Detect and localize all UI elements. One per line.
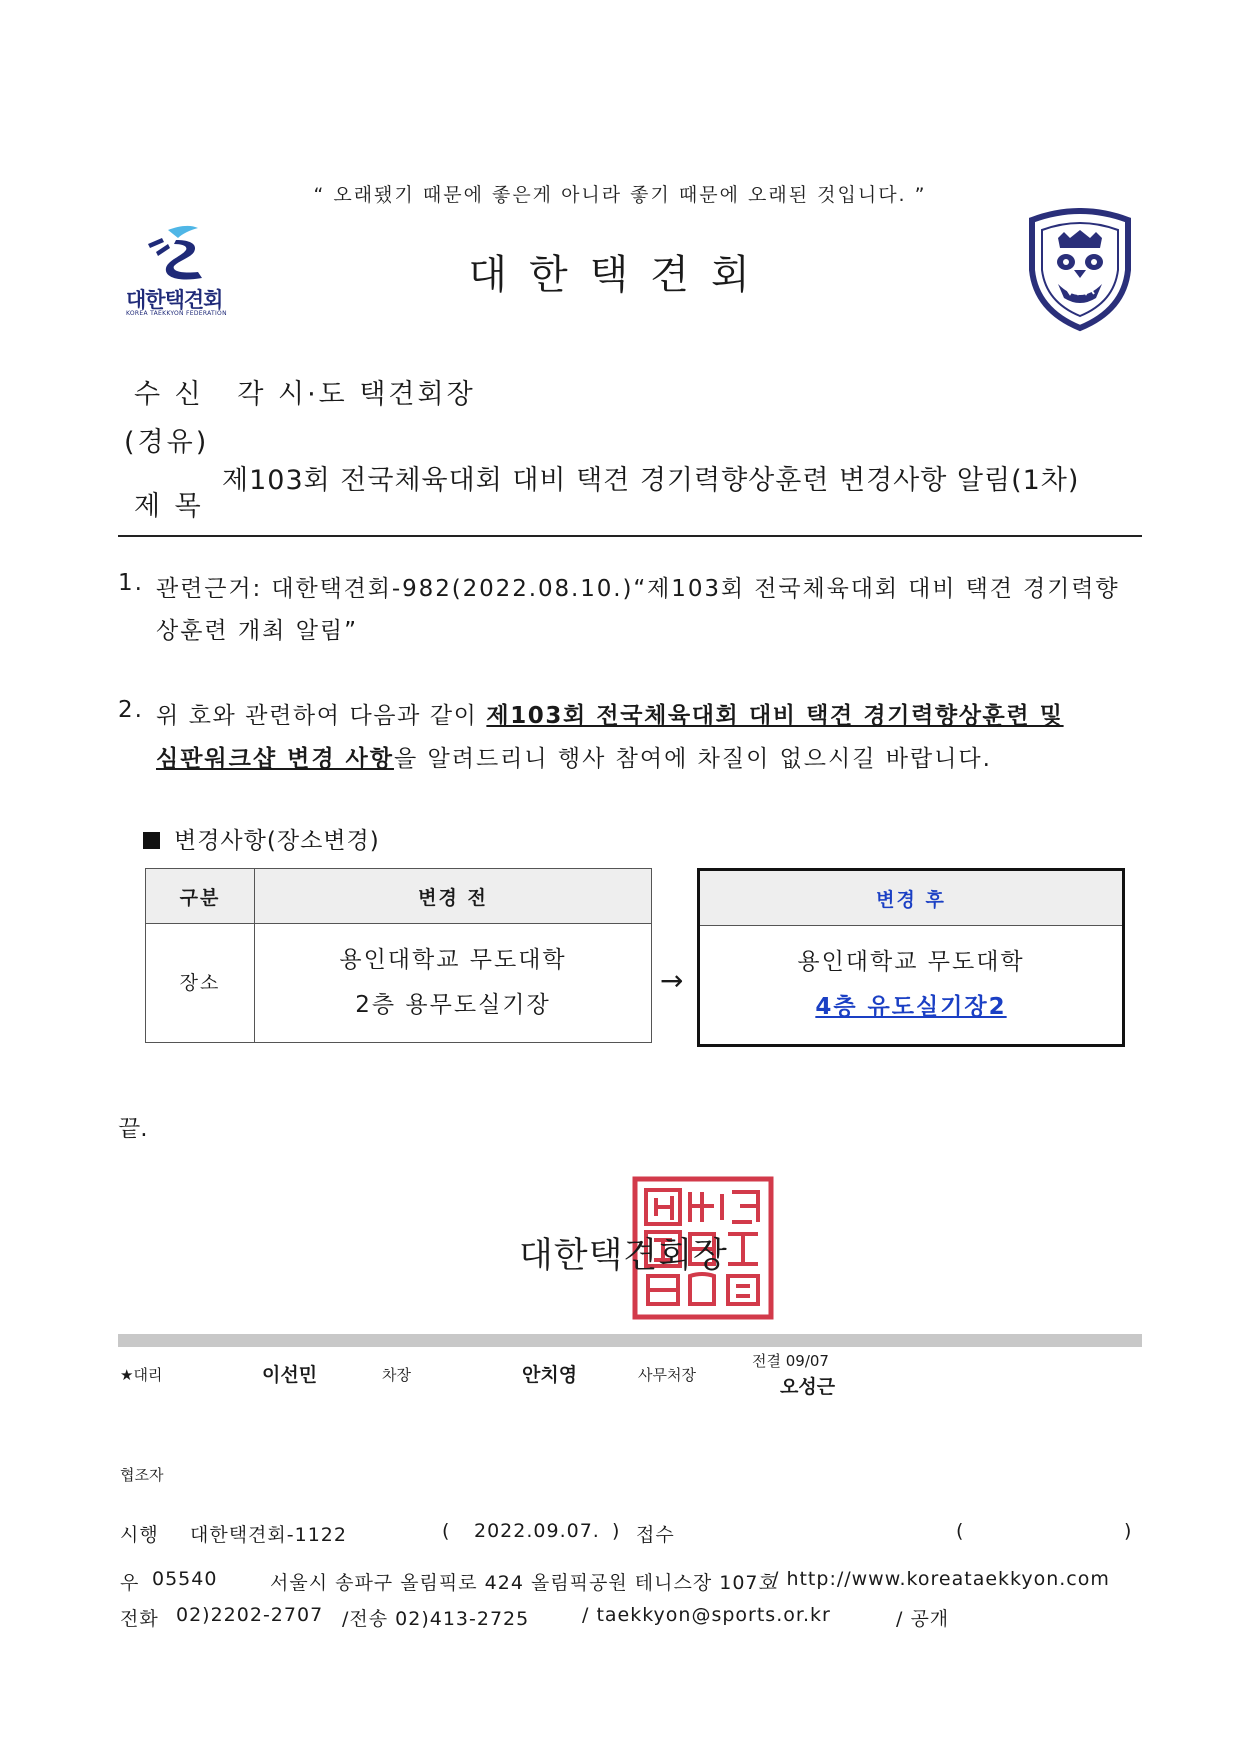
address: 서울시 송파구 올림픽로 424 올림픽공원 테니스장 107호	[270, 1572, 778, 1594]
changes-title	[143, 822, 380, 855]
item2-line2	[156, 740, 992, 773]
end-mark: 끝.	[118, 1116, 148, 1142]
approver-name-2: 안치영	[522, 1364, 578, 1386]
before-venue-line1: 용인대학교 무도대학	[339, 947, 567, 973]
approval-divider	[118, 1334, 1142, 1347]
item2-line1	[156, 697, 1064, 730]
item1-number: 1.	[118, 570, 144, 596]
recipient-label: 수 신	[134, 379, 204, 410]
after-venue-cell	[699, 926, 1124, 1046]
email-link[interactable]: / taekkyon@sports.or.kr	[582, 1604, 831, 1626]
item2-prefix: 위 호와 관련하여 다음과 같이	[156, 703, 487, 729]
role-deputy-director: 차장	[382, 1366, 411, 1384]
after-venue-line1: 용인대학교 무도대학	[797, 949, 1025, 975]
decision-note: 전결 09/07	[752, 1352, 829, 1370]
receipt-label: 접수	[636, 1524, 675, 1546]
item1-line2: 상훈련 개최 알림”	[156, 618, 359, 644]
col-before-header: 변경 전	[255, 869, 652, 924]
postal-label: 우	[120, 1572, 140, 1594]
role-assistant-manager: ★대리	[120, 1366, 163, 1384]
item2-number: 2.	[118, 697, 144, 723]
enforce-date: 2022.09.07.	[474, 1520, 600, 1542]
motto: “ 오래됐기 때문에 좋은게 아니라 좋기 때문에 오래된 것입니다. ”	[313, 184, 927, 206]
postal-code: 05540	[152, 1568, 218, 1590]
enforce-number: 대한택견회-1122	[190, 1524, 347, 1546]
subject-label: 제 목	[134, 491, 204, 522]
logo-text: 대한택견회	[126, 288, 223, 312]
row-label-venue: 장소	[146, 924, 255, 1043]
after-venue-line2: 4층 유도실기장2	[815, 994, 1007, 1020]
before-venue-cell	[255, 924, 652, 1043]
approver-name-3: 오성근	[780, 1376, 836, 1398]
square-bullet-icon	[143, 832, 160, 849]
col-after-header: 변경 후	[699, 870, 1124, 926]
item2-highlight-1: 제103회 전국체육대회 대비 택견 경기력향상훈련 및	[486, 703, 1064, 729]
enforce-label: 시행	[120, 1524, 159, 1546]
via-label: (경유)	[124, 427, 210, 458]
changes-table-before	[145, 868, 652, 1043]
enforce-paren-close: )	[612, 1520, 621, 1542]
enforce-paren-open: (	[442, 1520, 451, 1542]
fax-number: /전송 02)413-2725	[342, 1608, 530, 1630]
changes-title-text: 변경사항(장소변경)	[174, 828, 380, 854]
approver-name-1: 이선민	[262, 1364, 318, 1386]
org-title: 대한택견회	[468, 252, 772, 298]
arrow-icon: →	[660, 964, 684, 997]
website-link[interactable]: / http://www.koreataekkyon.com	[772, 1568, 1110, 1590]
role-secretary-general: 사무처장	[638, 1366, 696, 1384]
emblem-icon	[1024, 208, 1136, 336]
item2-highlight-2: 심판워크샵 변경 사항	[156, 746, 394, 772]
disclosure-status: / 공개	[896, 1608, 950, 1630]
header-rule	[118, 535, 1142, 537]
receipt-paren-open: (	[956, 1520, 965, 1542]
receipt-paren-close: )	[1124, 1520, 1133, 1542]
phone-number: 02)2202-2707	[176, 1604, 324, 1626]
phone-label: 전화	[120, 1608, 159, 1630]
col-category-header: 구분	[146, 869, 255, 924]
signer-title: 대한택견회장	[519, 1236, 728, 1276]
item2-suffix: 을 알려드리니 행사 참여에 차질이 없으시길 바랍니다.	[393, 746, 992, 772]
subject-text: 제103회 전국체육대회 대비 택견 경기력향상훈련 변경사항 알림(1차)	[222, 465, 1080, 496]
logo-subtext: KOREA TAEKKYON FEDERATION	[126, 310, 227, 317]
item1-line1: 관련근거: 대한택견회-982(2022.08.10.)“제103회 전국체육대회 대비 택견 경기력향	[156, 576, 1120, 602]
recipient: 각 시·도 택견회장	[237, 379, 476, 410]
before-venue-line2: 2층 용무도실기장	[355, 992, 551, 1018]
changes-table-after	[697, 868, 1125, 1047]
cooperator-label: 협조자	[120, 1466, 164, 1484]
